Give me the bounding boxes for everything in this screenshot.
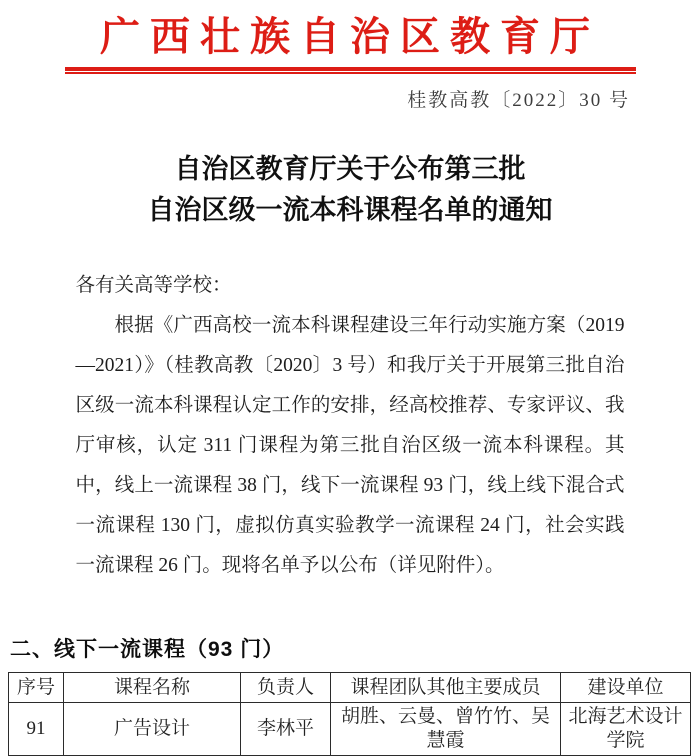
body-paragraph: 根据《广西高校一流本科课程建设三年行动实施方案（2019—2021）》（桂教高教〔2020〕3 号）和我厅关于开展第三批自治区级一流本科课程认定工作的安排，经高校推荐、专家评议、我厅审核，认定 311 门课程为第三批自治区级一流本科课程。其中，线上一流课程 38 门，线下一流课程 93 门，线上线下混合式一流课程 130 门，虚拟仿真实验教学一流课程 24 门，社会实践一流课程 26 门。现将名单予以公布（详见附件）。 [75, 315, 625, 576]
agency-header-title: 广西壮族自治区教育厅 [100, 14, 600, 59]
course-table-header [9, 673, 691, 703]
notice-body [76, 266, 625, 586]
cell-course-name: 广告设计 [64, 703, 241, 756]
table-header-row [9, 673, 691, 703]
document-number: 桂教高教〔2022〕30 号 [407, 90, 630, 111]
notice-title [0, 149, 700, 231]
cell-institution: 北海艺术设计学院 [561, 703, 691, 756]
col-header-institution: 建设单位 [561, 673, 691, 703]
cell-team-members: 胡胜、云曼、曾竹竹、吴慧霞 [331, 703, 561, 756]
col-header-team-members: 课程团队其他主要成员 [331, 673, 561, 703]
cell-serial: 91 [9, 703, 64, 756]
course-table [8, 672, 691, 756]
col-header-course-name: 课程名称 [64, 673, 241, 703]
red-header-rule [65, 67, 636, 74]
cell-leader: 李林平 [241, 703, 331, 756]
document-page [0, 14, 700, 751]
notice-title-line2: 自治区级一流本科课程名单的通知 [147, 195, 553, 225]
col-header-serial: 序号 [9, 673, 64, 703]
notice-title-line1: 自治区教育厅关于公布第三批 [174, 154, 526, 184]
section-heading-offline-courses: 二、线下一流课程（93 门） [10, 638, 285, 661]
salutation: 各有关高等学校： [75, 275, 232, 296]
col-header-leader: 负责人 [241, 673, 331, 703]
course-table-body [9, 703, 691, 756]
table-row [9, 703, 691, 756]
